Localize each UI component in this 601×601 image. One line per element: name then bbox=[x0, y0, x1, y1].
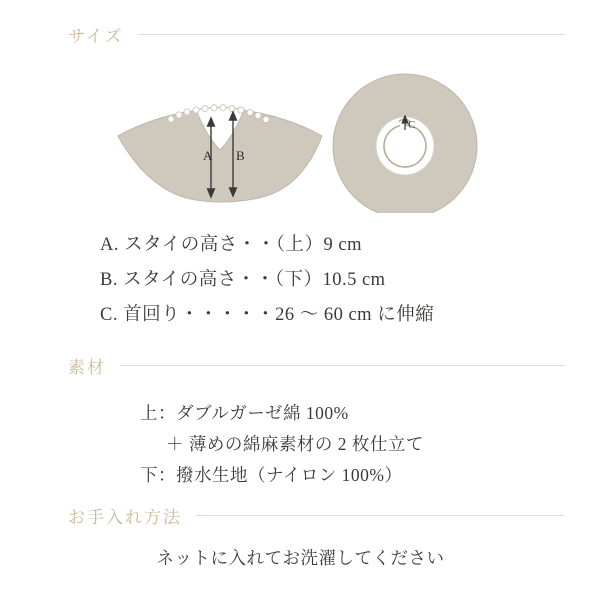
section-title-size: サイズ bbox=[68, 27, 124, 47]
section-title-care: お手入れ方法 bbox=[68, 508, 182, 528]
spec-line-b: B. スタイの高さ・・（下）10.5 cm bbox=[100, 270, 386, 290]
care-instructions bbox=[0, 545, 601, 570]
heading-rule bbox=[196, 515, 565, 516]
care-line: ネットに入れてお洗濯してください bbox=[156, 548, 445, 568]
section-title-material: 素材 bbox=[68, 358, 106, 378]
spec-line-a: A. スタイの高さ・・（上）9 cm bbox=[100, 235, 362, 255]
material-line-top-extra: ＋ 薄めの綿麻素材の 2 枚仕立て bbox=[166, 434, 424, 454]
bib-top-illustration bbox=[333, 74, 477, 213]
size-diagram bbox=[0, 58, 601, 213]
diagram-label-a: A bbox=[203, 148, 213, 163]
diagram-label-b: B bbox=[236, 148, 245, 163]
heading-rule bbox=[120, 365, 565, 366]
section-heading-size bbox=[68, 22, 565, 47]
material-line-top: 上：ダブルガーゼ綿 100% bbox=[140, 403, 349, 423]
spec-line-c: C. 首回り・・・・・26 〜 60 cm に伸縮 bbox=[100, 305, 435, 325]
diagram-label-c: C bbox=[408, 119, 416, 131]
material-line-bottom: 下：撥水生地（ナイロン 100%） bbox=[140, 465, 403, 485]
heading-rule bbox=[138, 34, 565, 35]
material-list bbox=[140, 398, 580, 491]
section-heading-care bbox=[68, 503, 565, 528]
section-heading-material bbox=[68, 353, 565, 378]
size-spec-list bbox=[100, 228, 560, 333]
bib-front-illustration bbox=[118, 105, 322, 202]
